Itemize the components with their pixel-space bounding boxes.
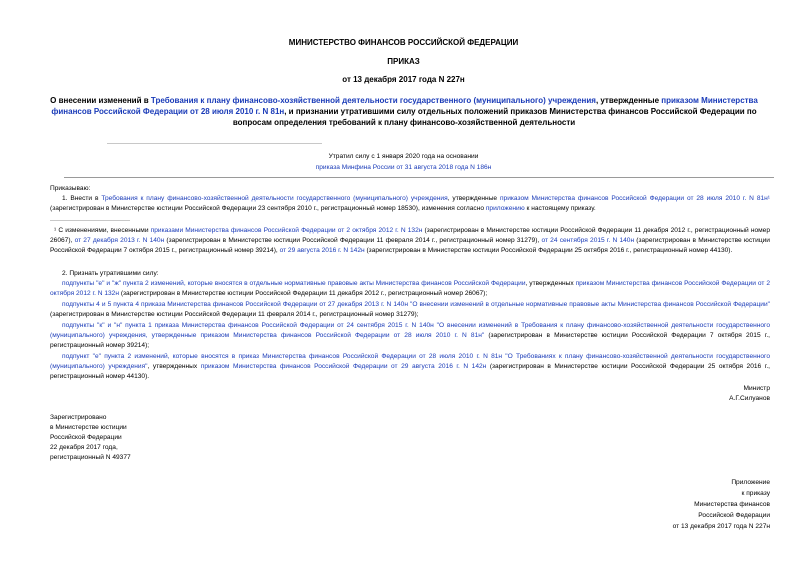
footnote-divider (50, 220, 130, 221)
appendix-line-3: Министерства финансов (694, 501, 770, 508)
footnote-text-5: (зарегистрирован в Министерстве юстиции Российской Федерации 25 октября 2016 г., регистрационный номер 44130). (364, 247, 733, 255)
item2-sub1-link-provisions[interactable]: подпункты "е" и "ж" пункта 2 изменений, которые вносятся в отдельные нормативные правовые акты Министерства финансов Российской Федерации (62, 280, 526, 287)
title-text-1: О внесении изменений в (50, 96, 151, 105)
item2-sub1-text-1: , утвержденных (525, 280, 576, 287)
footnote-link-132n[interactable]: приказами Министерства финансов Российской Федерации от 2 октября 2012 г. N 132н (150, 227, 423, 234)
footnote (50, 226, 770, 257)
footnote-link-142n[interactable]: от 29 августа 2016 г. N 142н (279, 247, 365, 255)
appendix-line-5: от 13 декабря 2017 года N 227н (672, 523, 770, 530)
item1-text-1: 1. Внести в (62, 195, 102, 202)
item2-sub4-link-provisions[interactable]: подпункт "е" пункта 2 изменений, которые вносятся в приказ Министерства финансов Российской Федерации от 28 июля 2010 г. N 81н "О Требованиях к плану финансово-хозяйственной деятельности государственного (муниципального) учреждения" (50, 353, 770, 371)
item1-text-3: (зарегистрирован в Министерстве юстиции Российской Федерации 23 сентября 2010 г., регистрационный номер 18530), изменения согласно (50, 205, 486, 213)
registration-line-1: Зарегистрировано (50, 414, 107, 421)
order-item-1 (50, 194, 770, 214)
registration-line-2: в Министерстве юстиции (50, 424, 127, 431)
appendix-line-1: Приложение (731, 479, 770, 486)
item1-link-requirements[interactable]: Требования к плану финансово-хозяйственной деятельности государственного (муниципального) учреждения (101, 195, 448, 202)
item2-sub-2 (50, 300, 770, 320)
registration-line-5: регистрационный N 49377 (50, 454, 131, 461)
item2-sub1-link-order-132n[interactable]: приказом Министерства финансов Российской Федерации от 2 октября 2012 г. N 132н (50, 280, 770, 298)
item2-sub-1 (50, 279, 770, 299)
item2-heading: 2. Признать утратившими силу: (62, 270, 159, 277)
footnote-text-2: (зарегистрирован в Министерстве юстиции Российской Федерации 11 декабря 2012 г., регистрационный номер 26067), (50, 227, 770, 245)
divider-main (64, 177, 774, 178)
item2-sub4-link-order-142n[interactable]: приказом Министерства финансов Российской Федерации от 29 августа 2016 г. N 142н (200, 363, 487, 371)
item2-sub3-text-1: (зарегистрирован в Министерстве юстиции Российской Федерации 7 октября 2015 г., регистрационный номер 39214); (50, 332, 770, 350)
appendix-line-2: к приказу (741, 490, 770, 497)
item2-sub4-text-2: (зарегистрирован в Министерстве юстиции Российской Федерации 25 октября 2016 г., регистрационный номер 44130). (50, 363, 770, 381)
divider-short (107, 143, 322, 144)
item2-sub4-text-1: , утвержденных (147, 363, 201, 371)
doc-type-heading: ПРИКАЗ (387, 57, 420, 66)
status-link-order-186n[interactable]: приказа Минфина России от 31 августа 2018 года N 186н (315, 164, 492, 171)
status-notice: Утратил силу с 1 января 2020 года на основании (328, 153, 479, 160)
item1-link-order-81n[interactable]: приказом Министерства финансов Российской Федерации от 28 июля 2010 г. N 81н (499, 195, 768, 202)
item1-link-appendix[interactable]: приложению (485, 205, 525, 213)
status-notice-link-line (0, 163, 807, 173)
registration-line-4: 22 декабря 2017 года, (50, 444, 118, 451)
registration-line-3: Российской Федерации (50, 434, 122, 441)
footnote-text-1: ¹ С изменениями, внесенными (54, 227, 151, 234)
footnote-text-3: (зарегистрирован в Министерстве юстиции Российской Федерации 11 февраля 2014 г., регистрационный номер 31279), (164, 237, 542, 245)
title-link-order-81n[interactable]: приказом Министерства финансов Российской Федерации от 28 июля 2010 г. N 81н (51, 96, 758, 116)
item2-sub1-text-2: (зарегистрирован в Министерстве юстиции Российской Федерации 11 декабря 2012 г., регистрационный номер 26067); (119, 290, 488, 298)
item2-sub-3 (50, 321, 770, 352)
signature-name: А.Г.Силуанов (729, 395, 770, 402)
item1-text-4: к настоящему приказу. (524, 205, 596, 213)
item2-sub-4 (50, 352, 770, 383)
item1-text-2: , утвержденные (447, 195, 500, 202)
doc-date-number: от 13 декабря 2017 года N 227н (342, 75, 465, 84)
item1-footnote-ref[interactable]: ¹ (767, 195, 770, 202)
item2-sub2-text-1: (зарегистрирован в Министерстве юстиции Российской Федерации 11 февраля 2014 г., регистрационный номер 31279); (50, 311, 419, 319)
footnote-link-140n-2013[interactable]: от 27 декабря 2013 г. N 140н (74, 237, 165, 245)
order-intro: Приказываю: (50, 185, 91, 192)
item2-sub2-link-provisions[interactable]: подпункты 4 и 5 пункта 4 приказа Министерства финансов Российской Федерации от 27 декабря 2013 г. N 140н "О внесении изменений в отдельные нормативные правовые акты Министерства финансов Российской Федерации" (62, 301, 770, 308)
appendix-line-4: Российской Федерации (698, 512, 770, 519)
item2-sub3-link-provisions[interactable]: подпункты "к" и "н" пункта 1 приказа Министерства финансов Российской Федерации от 24 сентября 2015 г. N 140н "О внесении изменений в Требования к плану финансово-хозяйственной деятельности государственного (муниципального) учреждения, утвержденные приказом Министерства финансов Российской Федерации от 28 июля 2010 г. N 81н" (50, 322, 770, 340)
title-text-2: , утвержденные (595, 96, 662, 105)
footnote-text-4: (зарегистрирован в Министерстве юстиции Российской Федерации 7 октября 2015 г., регистрационный номер 39214), (50, 237, 770, 255)
footnote-link-140n-2015[interactable]: от 24 сентября 2015 г. N 140н (541, 237, 635, 245)
title-text-3: , и признании утратившими силу отдельных положений приказов Министерства финансов Российской Федерации по вопросам определения требований к плану финансово-хозяйственной деятельности (232, 107, 757, 127)
signature-role: Министр (743, 385, 770, 392)
doc-title (38, 95, 770, 128)
ministry-heading: МИНИСТЕРСТВО ФИНАНСОВ РОССИЙСКОЙ ФЕДЕРАЦИИ (288, 38, 519, 47)
title-link-requirements[interactable]: Требования к плану финансово-хозяйственной деятельности государственного (муниципального) учреждения (150, 96, 596, 105)
